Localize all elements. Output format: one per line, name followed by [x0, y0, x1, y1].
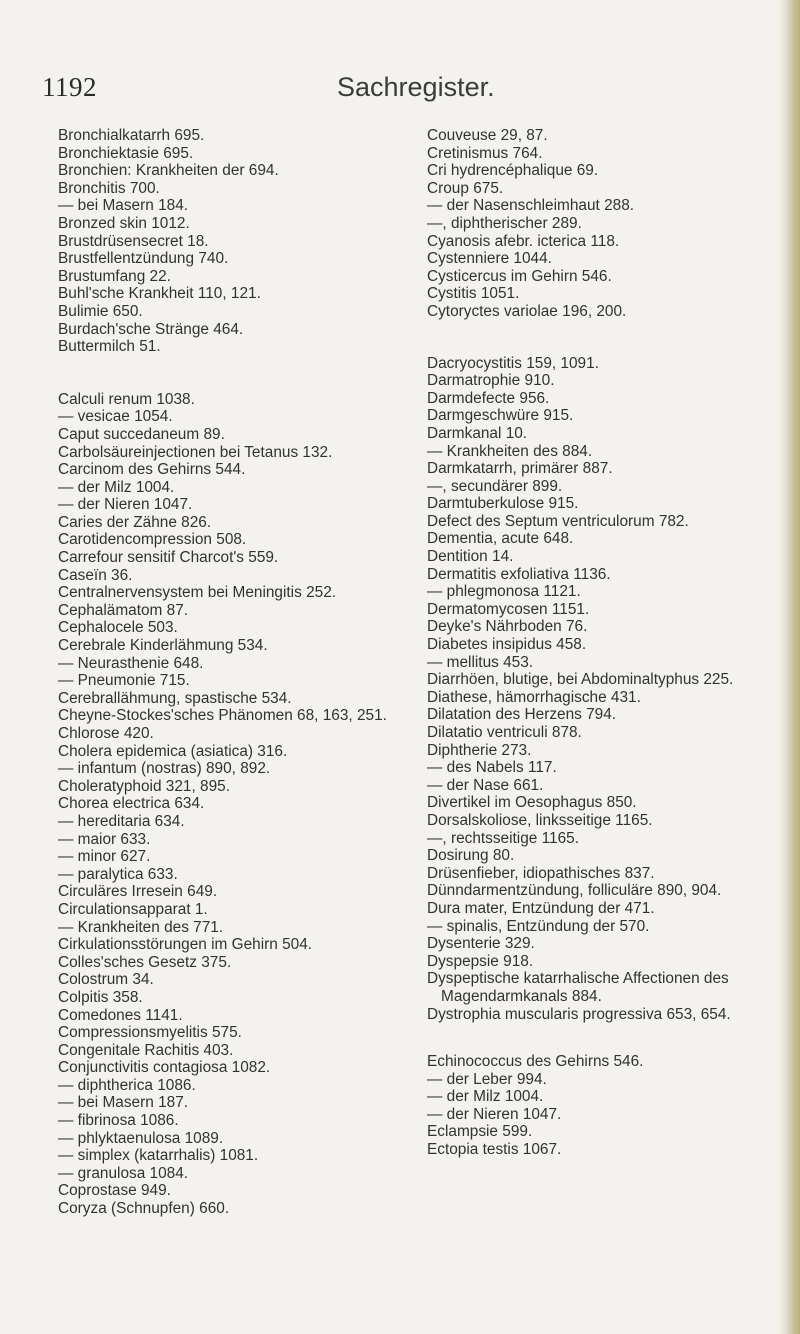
index-entry: Bronchitis 700.: [58, 179, 160, 197]
index-column-right: [427, 127, 792, 1159]
index-entry: Darmkanal 10.: [427, 424, 528, 442]
index-entry: Dementia, acute 648.: [427, 530, 574, 548]
index-entry: Bronchien: Krankheiten der 694.: [58, 162, 279, 180]
index-entry: Cystenniere 1044.: [427, 250, 552, 268]
index-entry: Bronchiektasie 695.: [58, 144, 194, 162]
index-entry: Cyanosis afebr. icterica 118.: [427, 232, 620, 250]
index-entry: Darmdefecte 956.: [427, 389, 550, 407]
index-entry: Choleratyphoid 321, 895.: [58, 777, 230, 795]
index-entry: — der Nasenschleimhaut 288.: [427, 197, 635, 215]
index-entry: Darmgeschwüre 915.: [427, 407, 574, 425]
index-entry: Caries der Zähne 826.: [58, 513, 212, 531]
index-entry: Dysenterie 329.: [427, 935, 535, 953]
index-entry: — infantum (nostras) 890, 892.: [58, 760, 271, 778]
index-entry: Calculi renum 1038.: [58, 390, 195, 408]
index-entry: Caput succedaneum 89.: [58, 425, 225, 443]
index-section-e: [427, 1053, 792, 1159]
index-entry: Dünndarmentzündung, folliculäre 890, 904.: [427, 882, 722, 900]
index-entry: Diphtherie 273.: [427, 741, 532, 759]
index-entry: Caseïn 36.: [58, 566, 133, 584]
index-entry: — diphtherica 1086.: [58, 1076, 196, 1094]
index-entry: Carbolsäureinjectionen bei Tetanus 132.: [58, 443, 333, 461]
index-entry: Cerebrale Kinderlähmung 534.: [58, 637, 268, 655]
index-entry: — bei Masern 184.: [58, 197, 189, 215]
index-entry: — phlegmonosa 1121.: [427, 583, 581, 601]
index-entry: Bronchialkatarrh 695.: [58, 127, 205, 144]
index-column-left: [58, 127, 440, 1218]
index-entry: Echinococcus des Gehirns 546.: [427, 1053, 644, 1071]
index-entry: Dyspeptische katarrhalische Affectionen des Magendarmkanals 884.: [427, 970, 729, 1005]
index-entry: — der Nase 661.: [427, 776, 544, 794]
index-entry: Dilatation des Herzens 794.: [427, 706, 617, 724]
index-entry: Carcinom des Gehirns 544.: [58, 461, 246, 479]
index-entry: — Krankheiten des 884.: [427, 442, 593, 460]
index-entry: — paralytica 633.: [58, 865, 178, 883]
index-entry: Darmkatarrh, primärer 887.: [427, 460, 613, 478]
index-entry: Darmtuberkulose 915.: [427, 495, 579, 513]
index-entry: — der Leber 994.: [427, 1070, 547, 1088]
index-entry: Burdach'sche Stränge 464.: [58, 320, 244, 338]
index-entry: — maior 633.: [58, 830, 151, 848]
section-gap: [427, 1023, 792, 1053]
index-section-d: [427, 355, 792, 1024]
index-entry: Dosirung 80.: [427, 847, 515, 865]
index-entry: Brustumfang 22.: [58, 267, 171, 285]
running-title: Sachregister.: [337, 72, 495, 102]
index-entry: — vesicae 1054.: [58, 408, 173, 426]
index-entry: — der Milz 1004.: [58, 478, 175, 496]
index-entry: Cretinismus 764.: [427, 144, 543, 162]
index-entry: Circuläres Irresein 649.: [58, 883, 218, 901]
index-entry: — Neurasthenie 648.: [58, 654, 204, 672]
index-entry: Cirkulationsstörungen im Gehirn 504.: [58, 936, 313, 954]
index-entry: — bei Masern 187.: [58, 1094, 189, 1112]
index-entry: — minor 627.: [58, 848, 151, 866]
index-entry: Drüsenfieber, idiopathisches 837.: [427, 864, 655, 882]
index-entry: Dyspepsie 918.: [427, 952, 534, 970]
index-entry: Divertikel im Oesophagus 850.: [427, 794, 637, 812]
index-entry: —, diphtherischer 289.: [427, 214, 582, 232]
index-entry: Cystitis 1051.: [427, 285, 520, 303]
index-entry: Brustdrüsensecret 18.: [58, 232, 209, 250]
index-entry: Croup 675.: [427, 179, 504, 197]
index-entry: Compressionsmyelitis 575.: [58, 1024, 242, 1042]
index-entry: Colpitis 358.: [58, 988, 143, 1006]
index-entry: — granulosa 1084.: [58, 1164, 189, 1182]
index-entry: Chorea electrica 634.: [58, 795, 205, 813]
index-entry: Dermatitis exfoliativa 1136.: [427, 565, 611, 583]
index-entry: Diathese, hämorrhagische 431.: [427, 688, 641, 706]
index-entry: — spinalis, Entzündung der 570.: [427, 917, 650, 935]
index-entry: Deyke's Nährboden 76.: [427, 618, 588, 636]
index-entry: Cytoryctes variolae 196, 200.: [427, 302, 627, 320]
index-entry: Dorsalskoliose, linksseitige 1165.: [427, 811, 653, 829]
index-entry: Buttermilch 51.: [58, 338, 161, 356]
index-entry: Colostrum 34.: [58, 971, 154, 989]
index-entry: Diarrhöen, blutige, bei Abdominaltyphus 225.: [427, 671, 734, 689]
index-entry: — phlyktaenulosa 1089.: [58, 1129, 224, 1147]
index-entry: — des Nabels 117.: [427, 759, 557, 777]
index-entry: —, rechtsseitige 1165.: [427, 829, 579, 847]
index-entry: Defect des Septum ventriculorum 782.: [427, 512, 689, 530]
index-entry: Cerebrallähmung, spastische 534.: [58, 689, 292, 707]
index-entry: Dermatomycosen 1151.: [427, 600, 590, 618]
index-entry: Cholera epidemica (asiatica) 316.: [58, 742, 288, 760]
index-entry: Cri hydrencéphalique 69.: [427, 162, 599, 180]
index-entry: — mellitus 453.: [427, 653, 534, 671]
index-entry: Couveuse 29, 87.: [427, 127, 548, 144]
index-entry: — der Nieren 1047.: [427, 1105, 562, 1123]
index-entry: Bronzed skin 1012.: [58, 214, 190, 232]
index-section-c-left: [58, 391, 440, 1218]
index-entry: Congenitale Rachitis 403.: [58, 1041, 234, 1059]
index-entry: — der Nieren 1047.: [58, 496, 193, 514]
index-entry: Circulationsapparat 1.: [58, 900, 208, 918]
index-entry: Brustfellentzündung 740.: [58, 250, 229, 268]
page-header: [0, 72, 800, 112]
index-entry: Darmatrophie 910.: [427, 372, 555, 390]
index-entry: Coryza (Schnupfen) 660.: [58, 1200, 230, 1218]
index-entry: Conjunctivitis contagiosa 1082.: [58, 1059, 271, 1077]
index-entry: Comedones 1141.: [58, 1006, 183, 1024]
index-entry: Dura mater, Entzündung der 471.: [427, 899, 655, 917]
index-entry: Carrefour sensitif Charcot's 559.: [58, 549, 279, 567]
index-entry: Dacryocystitis 159, 1091.: [427, 354, 599, 372]
index-entry: Chlorose 420.: [58, 725, 154, 742]
index-entry: Carotidencompression 508.: [58, 531, 247, 549]
index-entry: Bulimie 650.: [58, 302, 143, 320]
index-entry: — fibrinosa 1086.: [58, 1112, 179, 1130]
index-entry: Coprostase 949.: [58, 1182, 171, 1200]
page-number: 1192: [42, 72, 97, 102]
index-entry: Dilatatio ventriculi 878.: [427, 724, 582, 741]
index-entry: Eclampsie 599.: [427, 1123, 533, 1141]
index-entry: — Krankheiten des 771.: [58, 918, 224, 936]
index-entry: —, secundärer 899.: [427, 477, 563, 495]
index-entry: — der Milz 1004.: [427, 1088, 544, 1106]
index-entry: Ectopia testis 1067.: [427, 1141, 562, 1159]
index-entry: Diabetes insipidus 458.: [427, 636, 587, 654]
index-section-b: [58, 127, 440, 356]
index-entry: Buhl'sche Krankheit 110, 121.: [58, 285, 261, 303]
index-entry: — hereditaria 634.: [58, 812, 185, 830]
index-entry: Colles'sches Gesetz 375.: [58, 953, 232, 971]
index-entry: Dystrophia muscularis progressiva 653, 654.: [427, 1005, 731, 1023]
section-gap: [427, 321, 792, 355]
index-entry: Cephalämatom 87.: [58, 601, 189, 619]
index-entry: Cysticercus im Gehirn 546.: [427, 267, 612, 285]
index-entry: Cheyne-Stockes'sches Phänomen 68, 163, 251.: [58, 707, 387, 725]
index-entry: Dentition 14.: [427, 548, 514, 566]
index-entry: Centralnervensystem bei Meningitis 252.: [58, 584, 337, 602]
index-entry: — simplex (katarrhalis) 1081.: [58, 1147, 259, 1165]
index-entry: Cephalocele 503.: [58, 619, 178, 637]
section-gap: [58, 356, 440, 391]
index-section-c-right: [427, 127, 792, 321]
index-entry: — Pneumonie 715.: [58, 672, 190, 690]
